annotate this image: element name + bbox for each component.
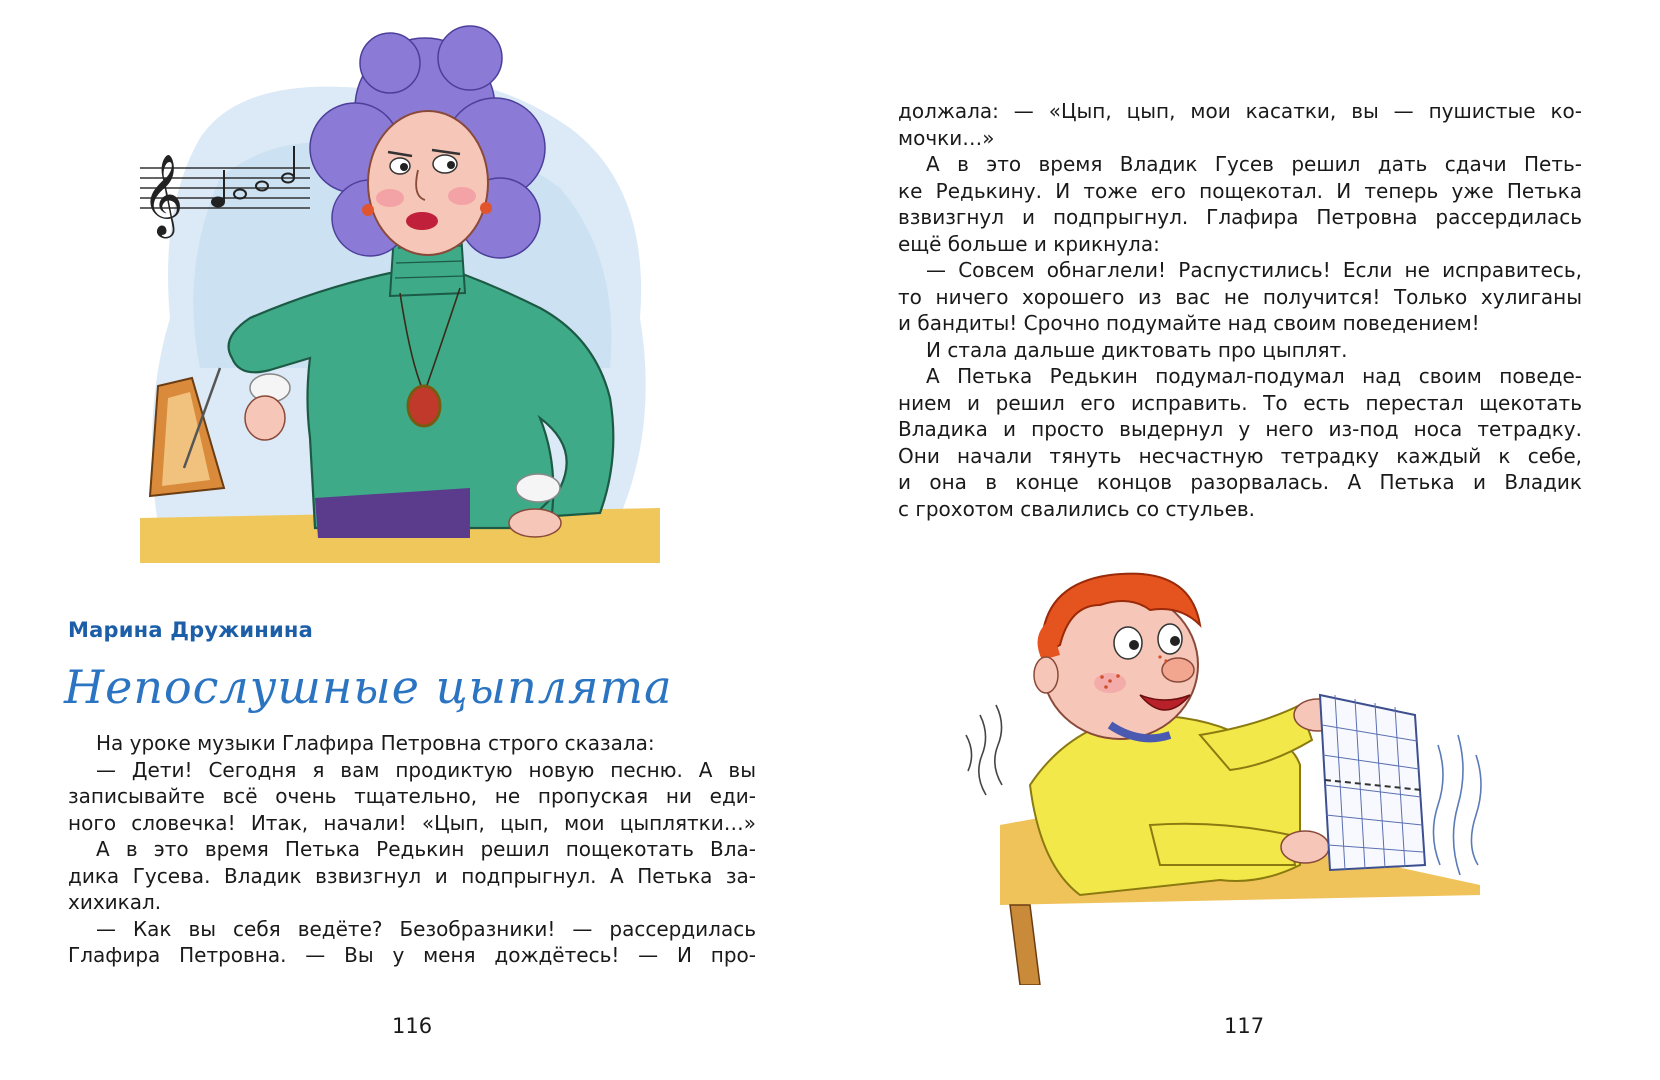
text-line: Владика и просто выдернул у него из-под носа тетрадку. <box>898 417 1582 441</box>
text-line: то ничего хорошего из вас не получится! Только хулиганы <box>898 284 1582 309</box>
text-line: и бандиты! Срочно подумайте над своим поведением! <box>898 311 1480 335</box>
text-line: — Совсем обнаглели! Распустились! Если не исправитесь, <box>926 258 1582 282</box>
text-line: дика Гусева. Владик взвизгнул и подпрыгнул. А Петька за- <box>68 863 756 888</box>
right-page <box>830 0 1660 1080</box>
author-name: Марина Дружинина <box>68 618 313 642</box>
text-line: Глафира Петровна. — Вы у меня дождётесь! — И про- <box>68 943 756 967</box>
text-line: с грохотом свалились со стульев. <box>898 496 1256 521</box>
boy-tearing-notebook-illustration <box>960 565 1500 985</box>
text-line: ного словечка! Итак, начали! «Цып, цып, мои цыплятки…» <box>68 810 756 835</box>
text-line: мочки…» <box>898 125 995 150</box>
page-number: 117 <box>1224 1014 1265 1038</box>
text-line: — Как вы себя ведёте? Безобразники! — рассердилась <box>96 916 756 941</box>
left-page-text <box>68 730 756 969</box>
text-line: На уроке музыки Глафира Петровна строго сказала: <box>96 731 655 755</box>
text-line: ещё больше и крикнула: <box>898 231 1160 256</box>
text-line: должала: — «Цып, цып, мои касатки, вы — пушистые ко- <box>898 99 1582 123</box>
text-line: И стала дальше диктовать про цыплят. <box>926 337 1348 362</box>
text-line: Они начали тянуть несчастную тетрадку каждый к себе, <box>898 443 1582 468</box>
text-line: хихикал. <box>68 890 162 914</box>
svg-text:𝄞: 𝄞 <box>142 153 184 235</box>
text-line: и она в конце концов разорвалась. А Петька и Владик <box>898 470 1582 494</box>
text-line: взвизгнул и подпрыгнул. Глафира Петровна рассердилась <box>898 205 1582 229</box>
text-line: — Дети! Сегодня я вам продиктую новую песню. А вы <box>96 757 756 782</box>
text-line: А Петька Редькин подумал-подумал над своим поведе- <box>926 364 1582 388</box>
text-line: А в это время Владик Гусев решил дать сдачи Петь- <box>926 152 1582 176</box>
page-number: 116 <box>392 1014 433 1038</box>
story-title: Непослушные цыплята <box>64 660 673 714</box>
text-line: нием и решил его исправить. То есть перестал щекотать <box>898 390 1582 415</box>
music-teacher-illustration <box>140 18 660 563</box>
text-line: А в это время Петька Редькин решил пощекотать Вла- <box>96 837 756 861</box>
text-line: ке Редькину. И тоже его пощекотал. И теперь уже Петька <box>898 178 1582 203</box>
text-line: записывайте всё очень тщательно, не пропуская ни еди- <box>68 784 756 808</box>
right-page-text <box>898 98 1582 522</box>
